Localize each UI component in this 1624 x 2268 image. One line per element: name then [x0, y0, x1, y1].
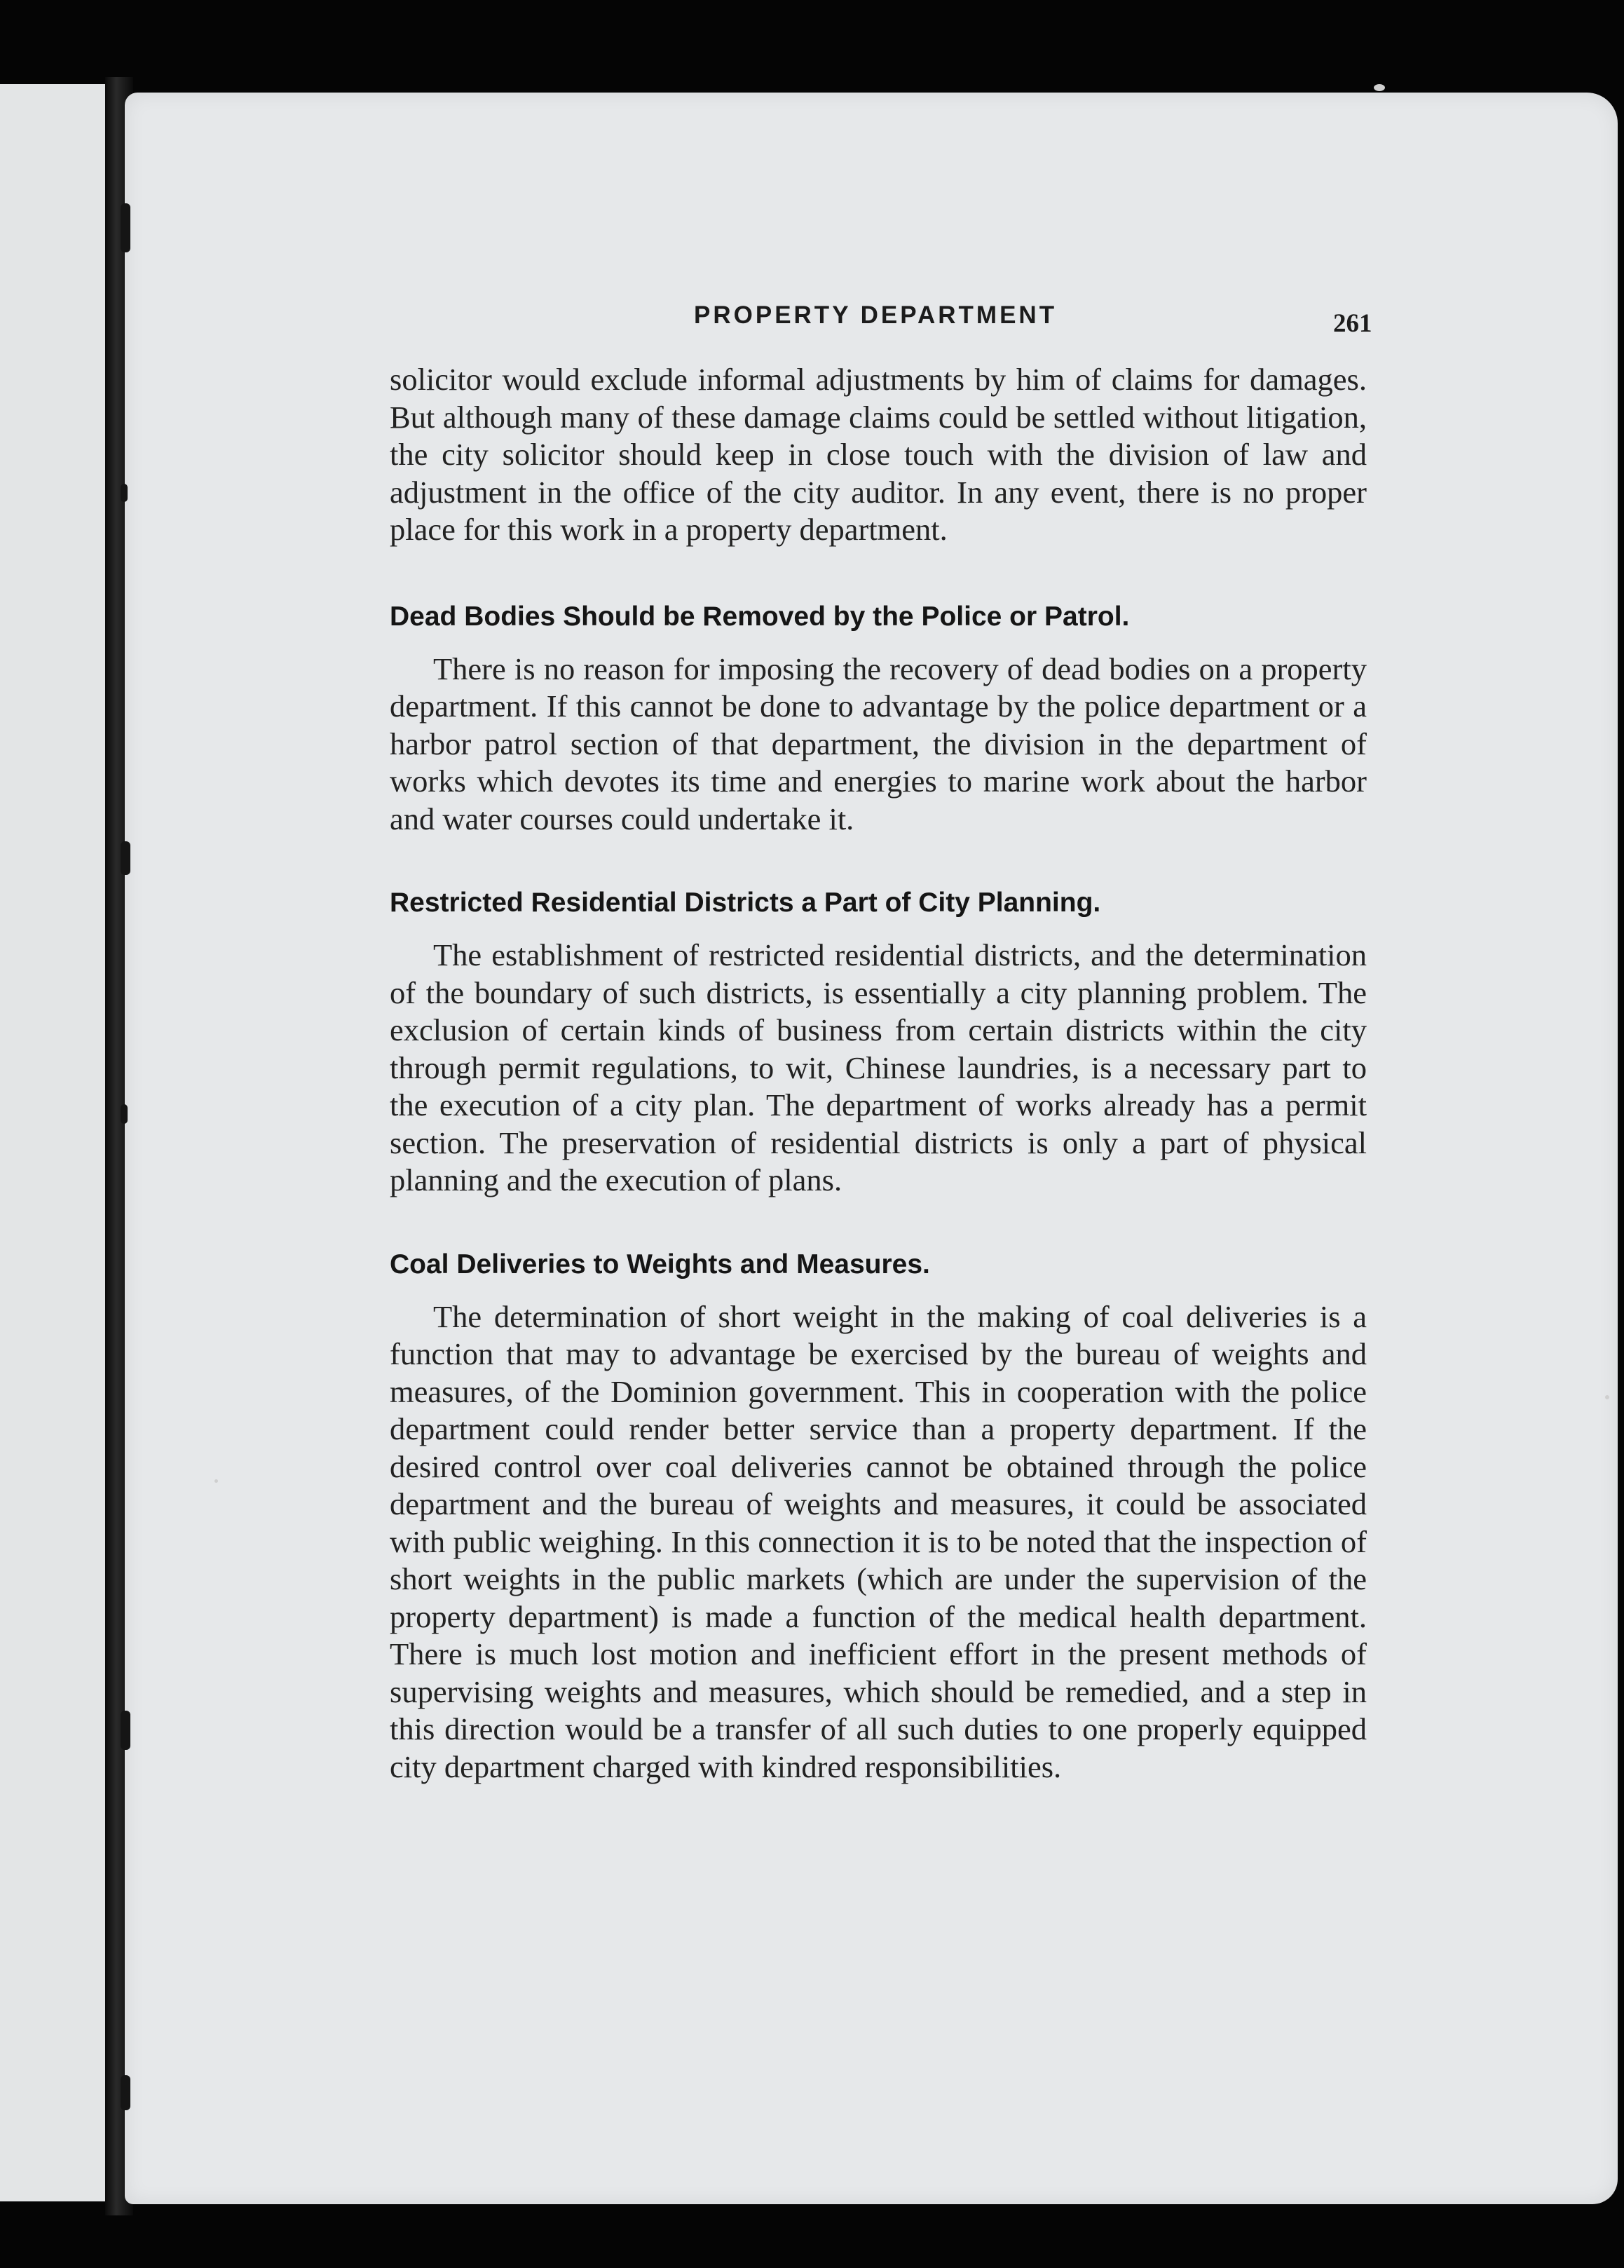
intro-paragraph: solicitor would exclude informal adjustments by him of claims for damages. But although many of these damage claims could be settled without litigation, the city solicitor should keep in close touch with the division of law and adjustment in the office of the city auditor. In any event, there is no proper place for this work in a property department.	[390, 362, 1367, 547]
section-paragraph: The determination of short weight in the making of coal deliveries is a function that may to advantage be exercised by the bureau of weights and measures, of the Dominion government. This in cooperation with the police department could render better service than a property department. If the desired control over coal deliveries cannot be obtained through the police department and the bureau of weights and measures, it could be associated with public weighing. In this connection it is to be noted that the inspection of short weights in the public markets (which are under the supervision of the property department) is made a function of the medical health department. There is much lost motion and inefficient effort in the present methods of supervising weights and measures, which should be remedied, and a step in this direction would be a transfer of all such duties to one properly equipped city department charged with kindred responsibilities.	[390, 1298, 1367, 1784]
page-body	[390, 361, 1367, 1786]
margin-mark	[121, 1711, 130, 1750]
dust-speck	[214, 1479, 218, 1483]
section-heading: Restricted Residential Districts a Part of City Planning.	[390, 888, 1101, 918]
section-heading: Dead Bodies Should be Removed by the Police or Patrol.	[390, 601, 1130, 632]
page-number: 261	[1333, 309, 1372, 338]
section-paragraph: There is no reason for imposing the recovery of dead bodies on a property department. If this cannot be done to advantage by the police department or a harbor patrol section of that department, the division in the department of works which devotes its time and energies to marine work about the harbor and water courses could undertake it.	[390, 651, 1367, 836]
margin-mark	[121, 1104, 128, 1124]
facing-page-edge	[0, 84, 116, 2201]
section-heading: Coal Deliveries to Weights and Measures.	[390, 1249, 930, 1279]
dust-speck	[1605, 1395, 1609, 1399]
section-paragraph: The establishment of restricted residential districts, and the determination of the boundary of such districts, is essentially a city planning problem. The exclusion of certain kinds of business from certain districts within the city through permit regulations, to wit, Chinese laundries, is a necessary part to the execution of a city plan. The department of works already has a permit section. The preservation of residential districts is only a part of physical planning and the execution of plans.	[390, 937, 1367, 1197]
running-head: PROPERTY DEPARTMENT	[694, 301, 1058, 329]
margin-mark	[121, 841, 130, 875]
margin-mark	[121, 203, 130, 252]
margin-mark	[121, 2075, 130, 2110]
margin-mark	[121, 484, 128, 502]
dust-speck	[1374, 84, 1385, 91]
